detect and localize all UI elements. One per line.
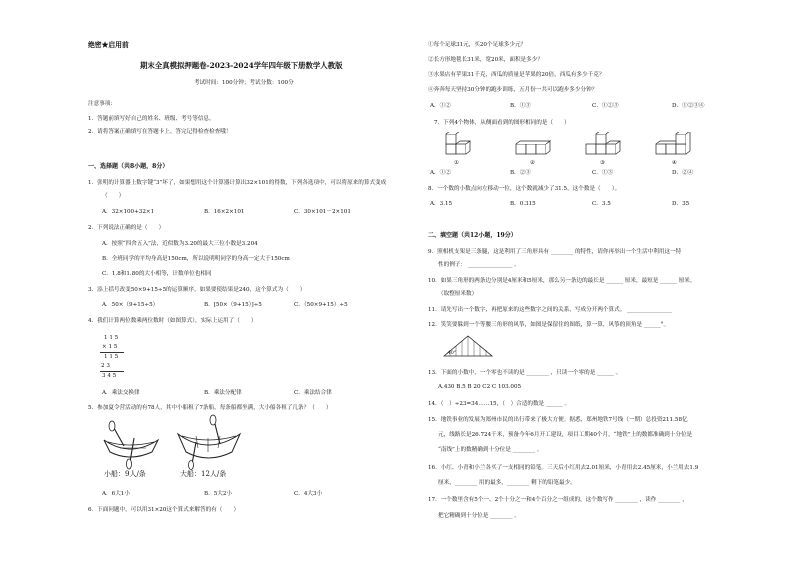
q8-option-b: B．0.315 [510, 201, 536, 207]
q14-stem: 14．（ ）÷23=34……15，（ ）合适的数是 ______ 。 [428, 401, 571, 407]
q6-option-c: C．①②③ [592, 103, 619, 109]
q9-line2: 性的例子： ________________ 。 [438, 262, 520, 268]
q3-option-b: B．[50×（9+15）]÷5 [204, 302, 262, 308]
q6-item: ③水果店有苹果31千克，西瓜的质量是苹果的20倍，西瓜有多少千克？ [428, 72, 605, 78]
kite-angle-label: 40° [448, 351, 457, 356]
q2-option-b: B．全班同学的平均身高是150cm，所以说明明同学的身高一定大于150cm [102, 256, 290, 262]
notice-heading: 注意事项： [88, 101, 116, 107]
q8-option-a: A．3.15 [430, 201, 453, 207]
q10-line2: （取整厘米数） [438, 291, 478, 297]
q1-option-c: C．30×101－2×101 [294, 209, 351, 215]
q15-line2: 元，线路长是26.724千米，预备今年6月开工建设，项目工期40个月，“地铁”上的数都准确到十分位是 [438, 432, 693, 438]
q7-stem: 7．下列4个物体，从侧面看到的图形相同的是（ ） [434, 120, 570, 126]
secret-label: 绝密★启用前 [88, 41, 129, 49]
q5-stem: 5．参加夏令营活动的有78人，其中小船租了7条船，每条船都坐满，大小船各租了几条？（ ） [88, 405, 332, 411]
q8-option-d: D．35 [672, 201, 690, 207]
q10-line1: 10．如果三角形的两条边分别是4厘米和5厘米，那么另一条边的最长是 ______ 厘米，最短是 ______ 厘米。 [428, 278, 696, 284]
fig-label-2: ② [530, 160, 536, 166]
q12-stem: 12．笑笑要躲到一个等腰三角形的风筝，如图是保留住的图纸，算一算，风筝的顶角是 ______°。 [428, 322, 670, 328]
q2-option-c: C．1.8和1.80的大小相等，计数单位也相同 [102, 271, 212, 277]
section2-heading: 二、填空题（共12小题，19分） [428, 232, 517, 239]
q8-option-c: C．3.5 [592, 201, 611, 207]
q7-option-a: A．①② [430, 170, 451, 176]
q2-option-a: A．按照“四舍五入”法，近似数为3.20的最大三位小数是3.204 [102, 241, 258, 247]
calc-row: × 1 5 [102, 344, 118, 350]
fig-label-3: ③ [600, 160, 606, 166]
q6-item: ①每个足球31元，买20个足球多少元？ [428, 42, 527, 48]
notice-item: 2．请将答案正确填写在答题卡上。答完记得检查检查哦！ [88, 129, 232, 135]
q15-line1: 15．地铁事业的发展为郑州市民的出行带来了极大方便。据悉，郑州地铁7号线（一期）总投资211.58亿 [428, 417, 688, 423]
q3-option-c: C．（50×9+15）÷5 [294, 302, 348, 308]
calc-row: 2 3 [101, 363, 110, 369]
q7-option-c: C．①③ [592, 170, 614, 176]
small-boat-image [100, 418, 162, 470]
small-boat-label: 小船：9人/条 [104, 470, 146, 478]
calc-row: 1 1 5 [104, 335, 119, 341]
q3-option-a: A．50×（9+15÷5） [102, 302, 159, 308]
calc-row: 3 4 5 [102, 373, 117, 379]
q5-option-a: A．6大1小 [102, 491, 130, 497]
q7-cube-figures [442, 132, 732, 160]
big-boat-label: 大船：12人/条 [180, 470, 227, 478]
fig-label-4: ④ [672, 160, 678, 166]
q1-option-a: A．32×100+32×1 [102, 209, 155, 215]
q4-option-b: B．乘法分配律 [204, 390, 242, 396]
q15-line3: “南线”上的数精确到十分位是 ________ 。 [438, 447, 543, 453]
q6-item: ④奔奔每天坚持30分钟的跑步训练，五月份一共可以跑步多少分钟？ [428, 87, 598, 93]
q17-line1: 17．一个数里含有5个一、2个十分之一和4个百分之一组成的，这个数写作 ________ ，读作 ________ ， [428, 497, 688, 503]
q6-option-d: D．①②③④ [672, 103, 705, 109]
q11-stem: 11．请先写出一个数字，再把原来的这些数字之间的关系，写成分开两个算式。 ________________ [428, 307, 672, 313]
q13-stem: 13．下面的小数中，一个零也不读的是 ________ ，只读一个零的是 ______ 。 [428, 370, 622, 376]
q4-option-c: C．乘法结合律 [294, 390, 332, 396]
exam-info: 考试时间：100分钟；考试分数：100分 [194, 80, 294, 86]
big-boat-image [174, 414, 244, 470]
q2-stem: 2．下列说法正确的是（ ） [88, 225, 165, 231]
calc-line [100, 352, 124, 353]
calc-line [100, 371, 124, 372]
q6-option-a: A．①② [430, 103, 451, 109]
q6-stem: 6．下面问题中，可以用31×20这个算式来解答的有（ ） [88, 507, 240, 513]
q7-option-b: B．②③ [510, 170, 531, 176]
calc-row: 1 1 5 [104, 354, 119, 360]
q16-line1: 16．小红、小青和小兰各买了一支相同的铅笔。三天后小红用去2.01厘米，小青用去2.45厘米，小兰用去1.9 [428, 465, 699, 471]
q8-stem: 8．一个数的小数点向左移动一位，这个数就减少了31.5，这个数是（ ）。 [428, 186, 621, 192]
q16-line2: 厘米，________ 用的最多，________ 剩下的铅笔最少。 [438, 480, 576, 486]
q1-blank: （ ） [102, 193, 125, 199]
q4-option-a: A．乘法交换律 [102, 390, 140, 396]
q4-stem: 4．我们计算两位数乘两位数时（如图算式），实际上运用了（ ） [88, 318, 257, 324]
q17-line2: 把它精确到十分位是 ________ 。 [438, 513, 520, 519]
q1-stem: 1．张明的计算器上数字键“3”坏了，如果想用这个计算器计算出32×101的得数，下列各选项中，可以将原来的算式变成 [88, 180, 387, 186]
q6-item: ②长方形地毯长31米，宽20米，面积是多少？ [428, 57, 543, 63]
q3-stem: 3．添上括号改变50×9+15÷5的运算顺序，如果要使结果是240，这个算式为（ ） [88, 287, 306, 293]
notice-item: 1．答题前填写好自己的姓名、班级、考号等信息。 [88, 116, 215, 122]
q13-numbers: A.430 B.5 B 20 C2 C 103.005 [438, 384, 522, 390]
q5-option-c: C．4大3小 [294, 491, 323, 497]
q1-option-b: B．16×2×101 [204, 209, 245, 215]
q5-option-b: B．5大2小 [204, 491, 233, 497]
q7-option-d: D．②④ [672, 170, 694, 176]
q9-line1: 9．照相机支架是三条腿，这是利用了三角形具有 ________ 的特性，请你再举出一个生活中利用这一特 [428, 249, 682, 255]
q6-option-b: B．①③ [510, 103, 531, 109]
fig-label-1: ① [454, 160, 460, 166]
exam-title: 期末全真模拟押题卷-2023-2024学年四年级下册数学人教版 [140, 61, 343, 70]
section1-heading: 一、选择题（共8小题，8分） [88, 163, 169, 170]
